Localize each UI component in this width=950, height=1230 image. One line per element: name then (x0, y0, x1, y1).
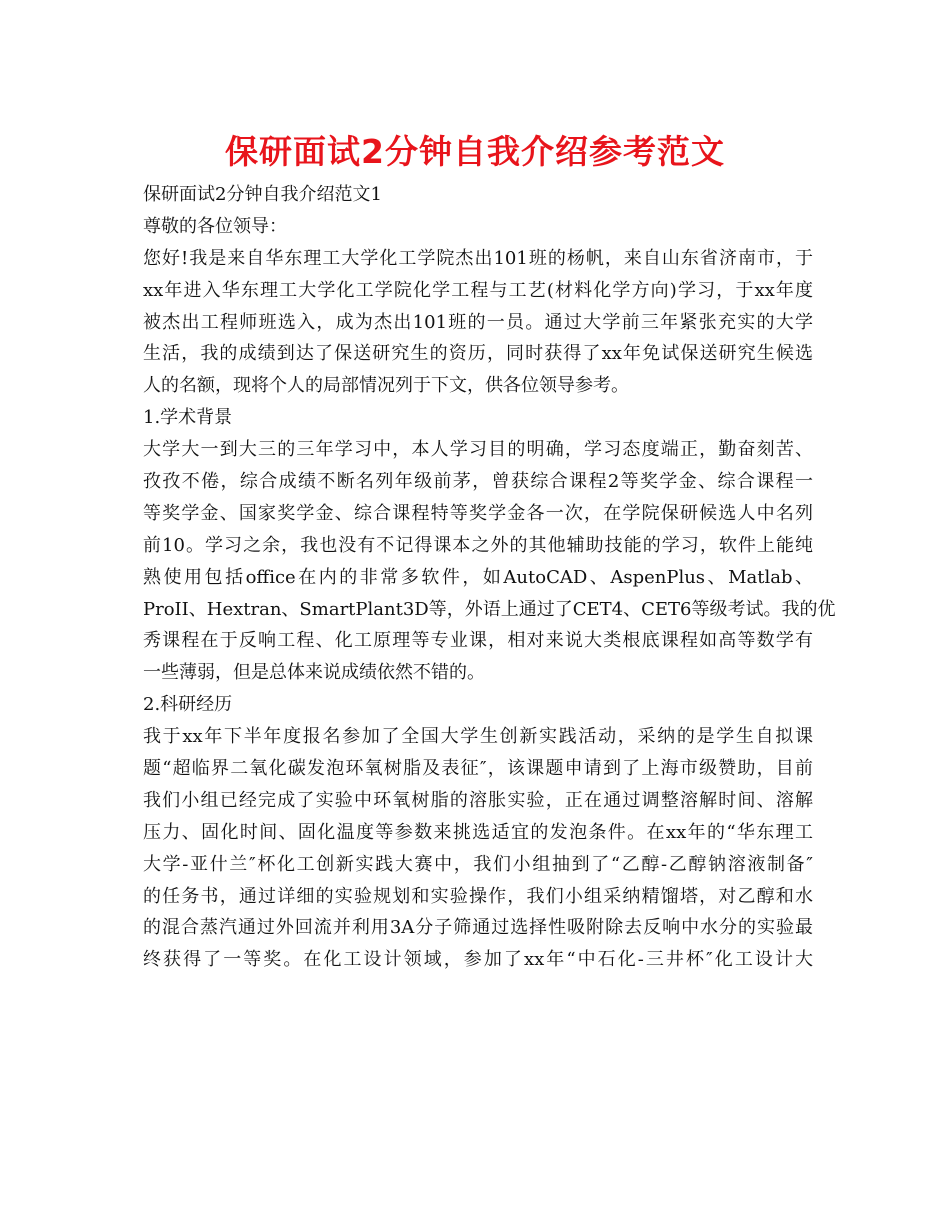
text-line: 一些薄弱，但是总体来说成绩依然不错的。 (143, 662, 485, 684)
text-line: 终获得了一等奖。在化工设计领域，参加了xx年“中石化-三井杯″化工设计大 (143, 949, 813, 971)
text-line: 人的名额，现将个人的局部情况列于下文，供各位领导参考。 (143, 375, 629, 397)
text-line: ProII、Hextran、SmartPlant3D等，外语上通过了CET4、CET6等级考试。我的优 (143, 598, 836, 620)
text-line: 大学-亚什兰″杯化工创新实践大赛中，我们小组抽到了“乙醇-乙醇钠溶液制备″ (143, 853, 813, 875)
text-line: 大学大一到大三的三年学习中，本人学习目的明确，学习态度端正，勤奋刻苦、 (143, 439, 813, 461)
section-heading: 保研面试2分钟自我介绍范文1 (143, 184, 382, 205)
text-line: 孜孜不倦，综合成绩不断名列年级前茅，曾获综合课程2等奖学金、综合课程一 (143, 471, 813, 493)
text-line: 我们小组已经完成了实验中环氧树脂的溶胀实验，正在通过调整溶解时间、溶解 (143, 789, 813, 811)
text-line: 前10。学习之余，我也没有不记得课本之外的其他辅助技能的学习，软件上能纯 (143, 534, 813, 556)
text-line: 被杰出工程师班选入，成为杰出101班的一员。通过大学前三年紧张充实的大学 (143, 311, 813, 333)
text-line: 等奖学金、国家奖学金、综合课程特等奖学金各一次，在学院保研候选人中名列 (143, 502, 813, 524)
text-line: 熟使用包括office在内的非常多软件，如AutoCAD、AspenPlus、Matlab、 (143, 566, 813, 588)
text-line: 生活，我的成绩到达了保送研究生的资历，同时获得了xx年免试保送研究生候选 (143, 343, 813, 365)
section-heading: 1.学术背景 (143, 407, 233, 429)
document-body (143, 179, 836, 976)
document-title: 保研面试2分钟自我介绍参考范文 (225, 132, 725, 171)
text-line: 的任务书，通过详细的实验规划和实验操作，我们小组采纳精馏塔，对乙醇和水 (143, 885, 813, 907)
text-line: 秀课程在于反响工程、化工原理等专业课，相对来说大类根底课程如高等数学有 (143, 630, 813, 652)
text-line: xx年进入华东理工大学化工学院化学工程与工艺(材料化学方向)学习，于xx年度 (143, 279, 813, 301)
text-line: 您好!我是来自华东理工大学化工学院杰出101班的杨帆，来自山东省济南市，于 (143, 247, 813, 269)
text-line: 压力、固化时间、固化温度等参数来挑选适宜的发泡条件。在xx年的“华东理工 (143, 821, 813, 843)
section-heading: 2.科研经历 (143, 694, 233, 716)
text-line: 题“超临界二氧化碳发泡环氧树脂及表征″，该课题申请到了上海市级赞助，目前 (143, 758, 813, 780)
text-line: 的混合蒸汽通过外回流并利用3A分子筛通过选择性吸附除去反响中水分的实验最 (143, 917, 813, 939)
text-line: 我于xx年下半年度报名参加了全国大学生创新实践活动，采纳的是学生自拟课 (143, 726, 813, 748)
salutation: 尊敬的各位领导： (143, 215, 287, 237)
